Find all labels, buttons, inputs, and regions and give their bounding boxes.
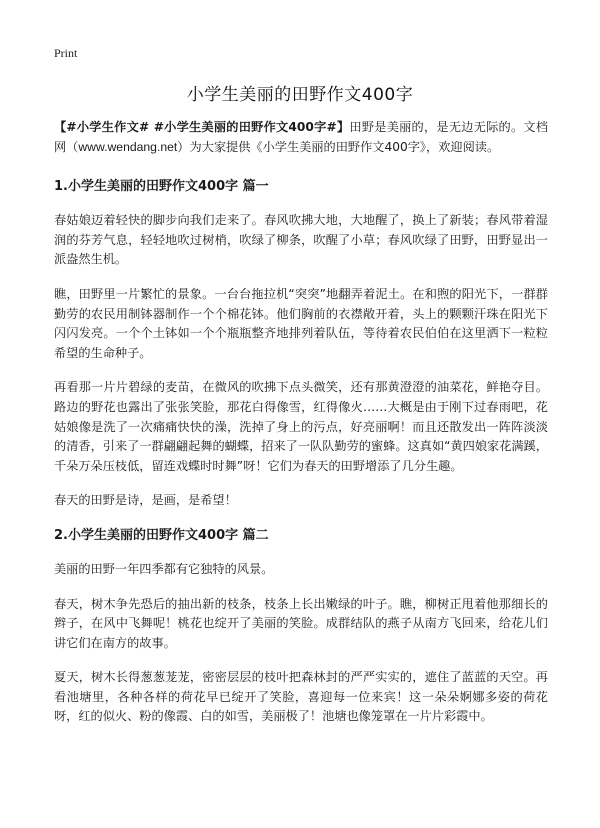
page-title: 小学生美丽的田野作文400字: [186, 85, 414, 105]
document-body: [54, 118, 548, 742]
paragraph: 瞧，田野里一片繁忙的景象。一台台拖拉机“突突”地翻弄着泥土。在和煦的阳光下，一群群勤劳的农民用制钵器制作一个个棉花钵。他们胸前的衣襟敞开着，头上的颗颗汗珠在阳光下闪闪发亮。一个个土钵如一个个瓶瓶整齐地排列着队伍，等待着农民伯伯在这里洒下一粒粒希望的生命种子。: [54, 286, 548, 360]
intro-text-2: ）为大家提供《小学生美丽的田野作文400字》，欢迎阅读。: [177, 139, 500, 154]
intro-text-1: 田野是美丽的，是无边无际的。文档网（: [54, 120, 549, 154]
paragraph: 春天，树木争先恐后的抽出新的枝条，枝条上长出嫩绿的叶子。瞧，柳树正甩着他那细长的辫子，在风中飞舞呢！桃花也绽开了美丽的笑脸。成群结队的燕子从南方飞回来，给花儿们讲它们在南方的故事。: [54, 596, 548, 650]
section-2: [54, 526, 548, 727]
section-heading: 1.小学生美丽的田野作文400字 篇一: [54, 179, 269, 195]
website-link[interactable]: www.wendang.net: [78, 139, 178, 154]
paragraph: 夏天，树木长得葱葱茏茏，密密层层的枝叶把森林封的严严实实的，遮住了蓝蓝的天空。再看池塘里，各种各样的荷花早已绽开了笑脸，喜迎每一位来宾！这一朵朵婀娜多姿的荷花呀，红的似火、粉的像霞、白的如雪，美丽极了！池塘也像笼罩在一片片彩霞中。: [54, 670, 548, 724]
paragraph: 春姑娘迈着轻快的脚步向我们走来了。春风吹拂大地，大地醒了，换上了新装；春风带着湿润的芬芳气息，轻轻地吹过树梢，吹绿了柳条，吹醒了小草；春风吹绿了田野，田野显出一派盎然生机。: [54, 213, 548, 267]
section-heading: 2.小学生美丽的田野作文400字 篇二: [54, 527, 269, 543]
print-label: Print: [54, 46, 78, 60]
intro-paragraph: [54, 118, 548, 157]
section-1: [54, 177, 548, 511]
paragraph: 再看那一片片碧绿的麦苗，在微风的吹拂下点头微笑，还有那黄澄澄的油菜花，鲜艳夺目。路边的野花也露出了张张笑脸，那花白得像雪，红得像火……大概是由于刚下过春雨吧，花姑娘像是洗了一次痛痛快快的澡，洗掉了身上的污点，好亮丽啊！而且还散发出一阵阵淡淡的清香，引来了一群翩翩起舞的蝴蝶，招来了一队队勤劳的蜜蜂。这真如“黄四娘家花满蹊，千朵万朵压枝低，留连戏蝶时时舞”呀！它们为春天的田野增添了几分生趣。: [54, 380, 548, 473]
intro-tag: 【#小学生作文# #小学生美丽的田野作文400字#】: [54, 120, 350, 134]
paragraph: 春天的田野是诗，是画，是希望！: [54, 493, 237, 508]
paragraph: 美丽的田野一年四季都有它独特的风景。: [54, 561, 274, 576]
